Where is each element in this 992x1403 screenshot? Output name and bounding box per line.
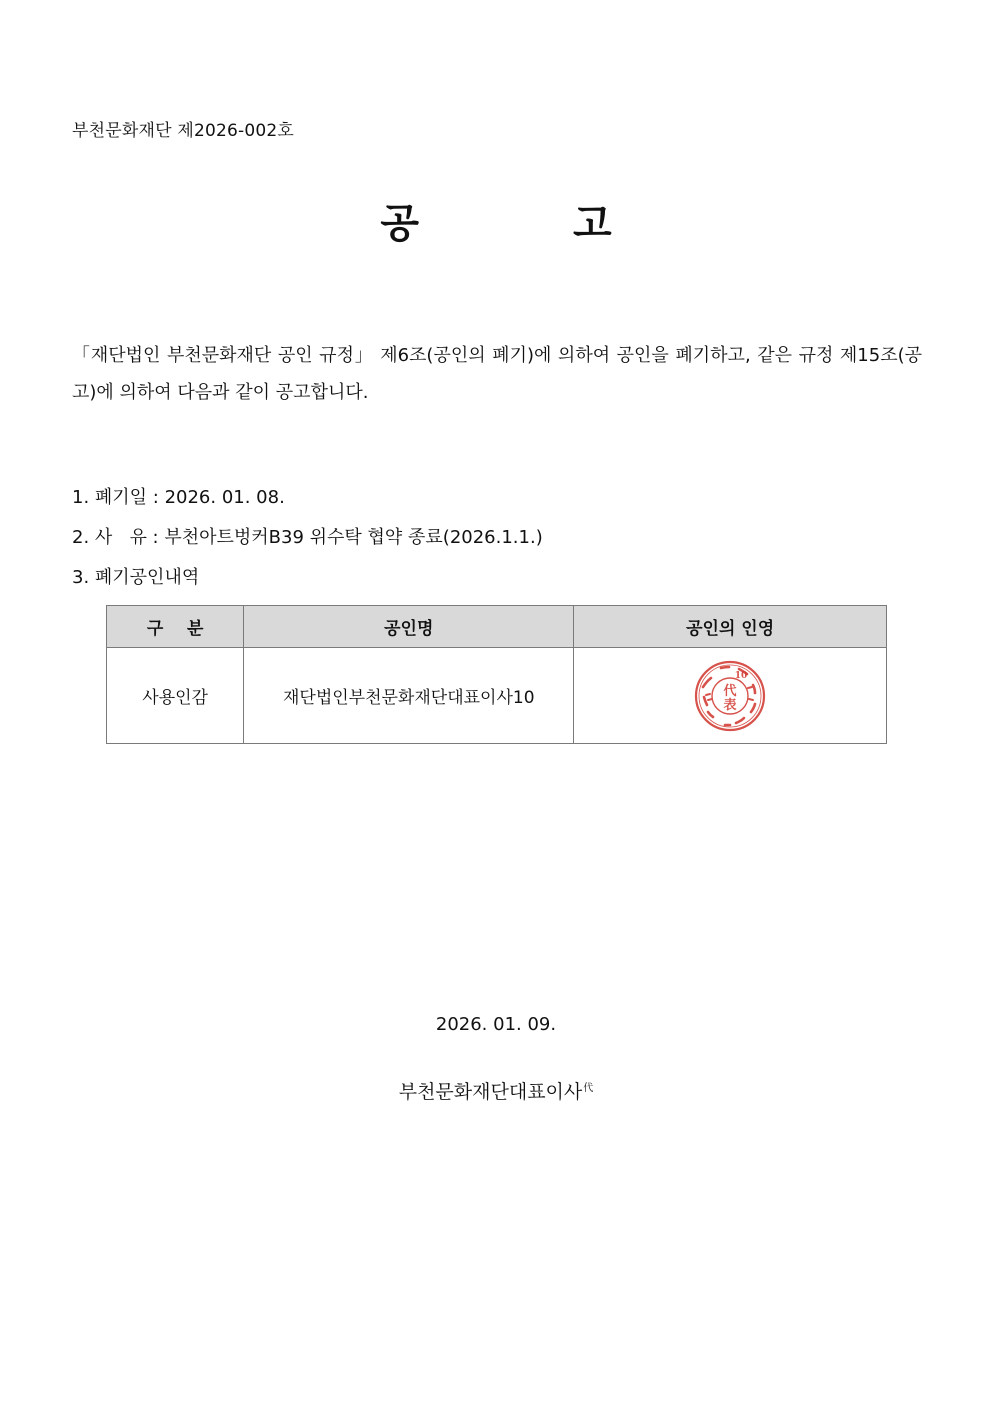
cell-category: 사용인감 — [107, 648, 244, 744]
cell-seal-name: 재단법인부천문화재단대표이사10 — [244, 648, 574, 744]
header-seal-name: 공인명 — [244, 606, 574, 648]
table-header-row — [107, 606, 887, 648]
cell-seal-impression — [574, 648, 887, 744]
seal-table — [106, 605, 887, 744]
header-seal-impression: 공인의 인영 — [574, 606, 887, 648]
svg-text:表: 表 — [723, 697, 737, 713]
table-row — [107, 648, 887, 744]
signatory: 부천문화재단대표이사 — [398, 1081, 583, 1103]
issue-date: 2026. 01. 09. — [435, 1014, 557, 1035]
red-seal-icon — [691, 657, 769, 735]
svg-text:代: 代 — [723, 683, 737, 699]
svg-text:10: 10 — [734, 670, 748, 681]
signature-line — [0, 1077, 992, 1104]
item-list — [72, 478, 543, 598]
item-disposal-date: 1. 폐기일 : 2026. 01. 08. — [72, 487, 285, 508]
document-title: 공 고 — [380, 201, 682, 247]
item-reason: 2. 사 유 : 부천아트벙커B39 위수탁 협약 종료(2026.1.1.) — [72, 527, 543, 548]
intro-paragraph: 「재단법인 부천문화재단 공인 규정」 제6조(공인의 폐기)에 의하여 공인을 폐기하고, 같은 규정 제15조(공고)에 의하여 다음과 같이 공고합니다. — [72, 345, 922, 403]
document-number: 부천문화재단 제2026-002호 — [72, 121, 295, 141]
signature-mark: 代 — [583, 1082, 594, 1094]
item-seal-details: 3. 폐기공인내역 — [72, 567, 200, 588]
header-category: 구 분 — [107, 606, 244, 648]
